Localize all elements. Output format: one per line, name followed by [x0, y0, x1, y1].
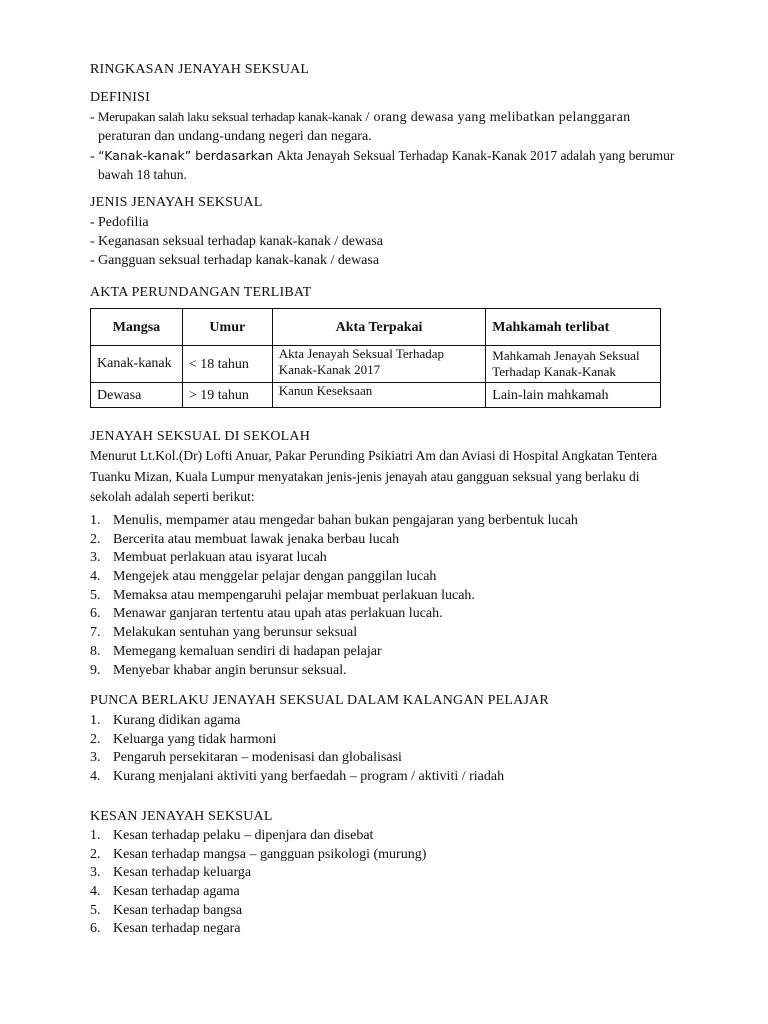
- definisi-item-2-cont: bawah 18 tahun.: [98, 167, 187, 182]
- table-cell: Akta Jenayah Seksual Terhadap Kanak-Kanak 2017: [272, 346, 486, 383]
- table-cell: Dewasa: [91, 383, 183, 408]
- list-item-label: Bercerita atau membuat lawak jenaka berbau lucah: [113, 531, 400, 547]
- list-item: 4. Kesan terhadap agama: [90, 884, 240, 900]
- list-item-label: Kurang menjalani aktiviti yang berfaedah – program / aktiviti / riadah: [113, 769, 505, 785]
- jenis-item-label: Pedofilia: [98, 215, 149, 230]
- list-item: 7. Melakukan sentuhan yang berunsur seksual: [90, 625, 358, 641]
- list-item-label: Menyebar khabar angin berunsur seksual.: [113, 662, 347, 678]
- table-row: [91, 383, 661, 408]
- list-item: 3. Membuat perlakuan atau isyarat lucah: [90, 550, 327, 566]
- definisi-item-1: - Merupakan salah laku seksual terhadap kanak-kanak / orang dewasa yang melibatkan pelanggaran: [90, 109, 631, 125]
- table-cell: Kanun Keseksaan: [272, 383, 486, 408]
- sekolah-heading: JENAYAH SEKSUAL DI SEKOLAH: [90, 429, 311, 444]
- list-item: 2. Bercerita atau membuat lawak jenaka berbau lucah: [90, 531, 400, 547]
- list-item-label: Menawar ganjaran tertentu atau upah atas perlakuan lucah.: [113, 606, 443, 622]
- table-cell: > 19 tahun: [182, 383, 272, 408]
- table-cell: Kanak-kanak: [91, 346, 183, 383]
- table-cell: Mahkamah Jenayah Seksual Terhadap Kanak-Kanak: [486, 346, 661, 383]
- list-item: 5. Memaksa atau mempengaruhi pelajar membuat perlakuan lucah.: [90, 587, 475, 603]
- list-item: 1. Menulis, mempamer atau mengedar bahan bukan pengajaran yang berbentuk lucah: [90, 513, 578, 528]
- table-header-cell: Mahkamah terlibat: [486, 309, 661, 346]
- list-item-label: Kurang didikan agama: [113, 713, 241, 728]
- list-item: 4. Mengejek atau menggelar pelajar dengan panggilan lucah: [90, 569, 437, 585]
- table-header-cell: Mangsa: [91, 309, 183, 346]
- list-item: 4. Kurang menjalani aktiviti yang berfaedah – program / aktiviti / riadah: [90, 769, 505, 785]
- list-item-label: Kesan terhadap pelaku – dipenjara dan disebat: [113, 828, 374, 843]
- list-item-label: Kesan terhadap bangsa: [113, 902, 243, 918]
- list-item: 2. Kesan terhadap mangsa – gangguan psikologi (murung): [90, 846, 427, 862]
- list-item-label: Kesan terhadap negara: [113, 921, 241, 937]
- list-item: 1. Kesan terhadap pelaku – dipenjara dan disebat: [90, 828, 374, 843]
- table-header-cell: Akta Terpakai: [272, 309, 486, 346]
- list-item: 3. Pengaruh persekitaran – modenisasi dan globalisasi: [90, 750, 402, 766]
- jenis-item-label: Keganasan seksual terhadap kanak-kanak / dewasa: [98, 234, 383, 249]
- list-item: 3. Kesan terhadap keluarga: [90, 865, 252, 881]
- list-item-label: Kesan terhadap agama: [113, 884, 240, 900]
- table-cell: < 18 tahun: [182, 346, 272, 383]
- definisi-item-2: - “Kanak-kanak” berdasarkan Akta Jenayah Seksual Terhadap Kanak-Kanak 2017 adalah yang berumur: [90, 148, 675, 164]
- list-item-label: Mengejek atau menggelar pelajar dengan panggilan lucah: [113, 569, 437, 585]
- list-item-label: Memegang kemaluan sendiri di hadapan pelajar: [113, 643, 382, 659]
- table-header-cell: Umur: [182, 309, 272, 346]
- list-item: 1. Kurang didikan agama: [90, 713, 241, 728]
- list-item: 6. Kesan terhadap negara: [90, 921, 241, 937]
- list-item-label: Memaksa atau mempengaruhi pelajar membuat perlakuan lucah.: [113, 587, 475, 603]
- jenis-item: - Keganasan seksual terhadap kanak-kanak / dewasa: [90, 234, 383, 249]
- punca-heading: PUNCA BERLAKU JENAYAH SEKSUAL DALAM KALANGAN PELAJAR: [90, 693, 549, 708]
- definisi-item-1-part-b: / orang dewasa yang melibatkan pelanggaran: [365, 110, 631, 125]
- jenis-item: - Gangguan seksual terhadap kanak-kanak / dewasa: [90, 253, 380, 268]
- list-item: 2. Keluarga yang tidak harmoni: [90, 731, 277, 747]
- definisi-item-1-part-a: Merupakan salah laku seksual terhadap kanak-kanak: [97, 109, 363, 124]
- table-cell: Lain-lain mahkamah: [486, 383, 661, 408]
- list-item-label: Pengaruh persekitaran – modenisasi dan globalisasi: [113, 750, 402, 766]
- list-item: 9. Menyebar khabar angin berunsur seksual.: [90, 662, 347, 678]
- list-item-label: Kesan terhadap keluarga: [113, 865, 252, 881]
- kesan-list: [90, 826, 426, 938]
- kesan-heading: KESAN JENAYAH SEKSUAL: [90, 809, 273, 824]
- list-item: 5. Kesan terhadap bangsa: [90, 902, 243, 918]
- list-item-label: Menulis, mempamer atau mengedar bahan bukan pengajaran yang berbentuk lucah: [113, 513, 578, 528]
- definisi-item-1-cont: peraturan dan undang-undang negeri dan negara.: [98, 129, 372, 144]
- punca-list: [90, 711, 504, 786]
- jenis-item-label: Gangguan seksual terhadap kanak-kanak / dewasa: [98, 253, 380, 268]
- akta-table: [90, 308, 661, 408]
- jenis-item: - Pedofilia: [90, 215, 149, 230]
- definisi-heading: DEFINISI: [90, 90, 150, 105]
- sekolah-intro: Menurut Lt.Kol.(Dr) Lofti Anuar, Pakar Perunding Psikiatri Am dan Aviasi di Hospital Angkatan Tentera Tuanku Mizan, Kuala Lumpur menyatakan jenis-jenis jenayah atau gangguan seksual yang berlaku di sekolah adalah seperti berikut:: [90, 448, 658, 504]
- list-item-label: Keluarga yang tidak harmoni: [113, 731, 277, 747]
- definisi-item-2-part-a: “Kanak-kanak” berdasarkan: [98, 148, 274, 163]
- page-title: RINGKASAN JENAYAH SEKSUAL: [90, 62, 310, 77]
- list-item: 6. Menawar ganjaran tertentu atau upah atas perlakuan lucah.: [90, 606, 443, 622]
- list-item: 8. Memegang kemaluan sendiri di hadapan pelajar: [90, 643, 382, 659]
- akta-heading: AKTA PERUNDANGAN TERLIBAT: [90, 285, 312, 300]
- table-header-row: [91, 309, 661, 346]
- list-item-label: Membuat perlakuan atau isyarat lucah: [113, 550, 327, 566]
- list-item-label: Melakukan sentuhan yang berunsur seksual: [113, 625, 358, 641]
- jenis-heading: JENIS JENAYAH SEKSUAL: [90, 195, 263, 210]
- list-item-label: Kesan terhadap mangsa – gangguan psikologi (murung): [113, 846, 427, 862]
- definisi-item-2-part-b: Akta Jenayah Seksual Terhadap Kanak-Kanak 2017 adalah yang berumur: [276, 148, 675, 163]
- table-row: [91, 346, 661, 383]
- sekolah-list: [90, 511, 578, 679]
